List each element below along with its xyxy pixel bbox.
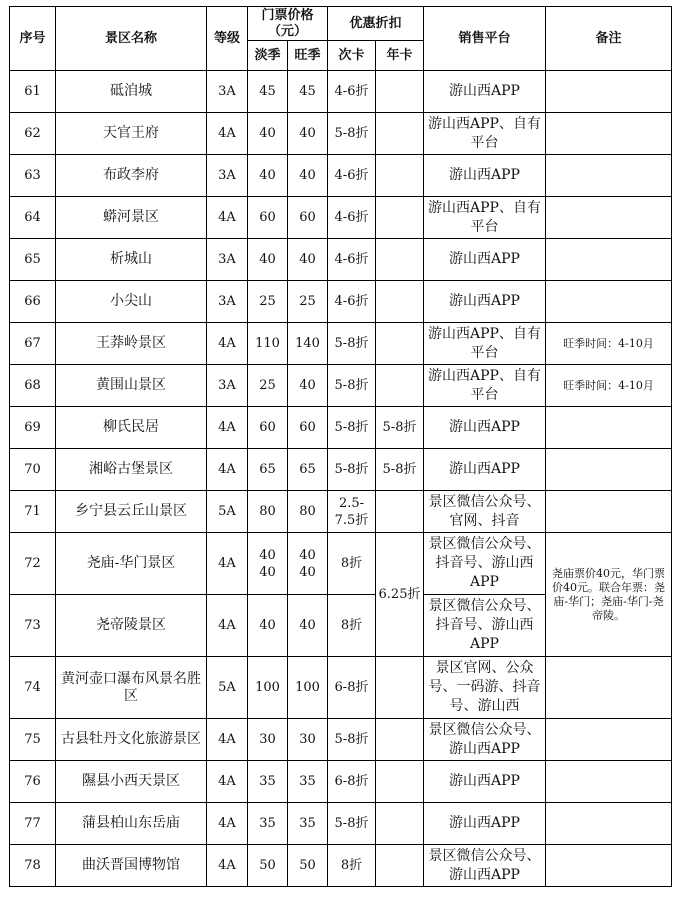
cell-seq: 73 bbox=[10, 595, 56, 657]
cell-grade: 5A bbox=[207, 657, 248, 719]
cell-visit: 4-6折 bbox=[328, 281, 376, 323]
cell-visit: 5-8折 bbox=[328, 407, 376, 449]
cell-platform: 游山西APP bbox=[424, 155, 546, 197]
cell-annual bbox=[376, 845, 424, 887]
cell-note bbox=[546, 71, 672, 113]
cell-grade: 4A bbox=[207, 323, 248, 365]
cell-seq: 76 bbox=[10, 761, 56, 803]
cell-name: 黄河壶口瀑布风景名胜区 bbox=[56, 657, 207, 719]
cell-peak: 40 bbox=[288, 239, 328, 281]
cell-peak: 40 bbox=[288, 595, 328, 657]
cell-visit: 4-6折 bbox=[328, 197, 376, 239]
cell-visit: 8折 bbox=[328, 595, 376, 657]
cell-seq: 64 bbox=[10, 197, 56, 239]
cell-grade: 4A bbox=[207, 407, 248, 449]
cell-visit: 5-8折 bbox=[328, 323, 376, 365]
cell-visit: 2.5-7.5折 bbox=[328, 491, 376, 533]
cell-platform: 景区微信公众号、抖音号、游山西APP bbox=[424, 595, 546, 657]
cell-annual bbox=[376, 803, 424, 845]
cell-visit: 5-8折 bbox=[328, 803, 376, 845]
cell-platform: 景区微信公众号、官网、抖音 bbox=[424, 491, 546, 533]
cell-visit: 8折 bbox=[328, 845, 376, 887]
cell-visit: 6-8折 bbox=[328, 761, 376, 803]
cell-peak: 35 bbox=[288, 803, 328, 845]
table-row bbox=[10, 71, 672, 113]
cell-grade: 5A bbox=[207, 491, 248, 533]
cell-low: 25 bbox=[248, 281, 288, 323]
cell-peak: 40 bbox=[288, 365, 328, 407]
cell-peak: 40 bbox=[288, 155, 328, 197]
cell-seq: 65 bbox=[10, 239, 56, 281]
table-row bbox=[10, 761, 672, 803]
cell-annual bbox=[376, 719, 424, 761]
header-low-season: 淡季 bbox=[248, 41, 288, 71]
header-seq: 序号 bbox=[10, 7, 56, 71]
cell-seq: 63 bbox=[10, 155, 56, 197]
cell-peak: 45 bbox=[288, 71, 328, 113]
cell-seq: 74 bbox=[10, 657, 56, 719]
cell-note-merged: 尧庙票价40元，华门票价40元。联合年票：尧庙-华门；尧庙-华门-尧帝陵。 bbox=[546, 533, 672, 657]
cell-grade: 3A bbox=[207, 239, 248, 281]
header-platform: 销售平台 bbox=[424, 7, 546, 71]
cell-name: 隰县小西天景区 bbox=[56, 761, 207, 803]
cell-note bbox=[546, 803, 672, 845]
cell-visit: 5-8折 bbox=[328, 365, 376, 407]
cell-seq: 70 bbox=[10, 449, 56, 491]
cell-seq: 78 bbox=[10, 845, 56, 887]
cell-visit: 8折 bbox=[328, 533, 376, 595]
cell-note bbox=[546, 197, 672, 239]
cell-peak: 50 bbox=[288, 845, 328, 887]
cell-peak: 60 bbox=[288, 197, 328, 239]
cell-name: 湘峪古堡景区 bbox=[56, 449, 207, 491]
cell-platform: 景区微信公众号、游山西APP bbox=[424, 719, 546, 761]
cell-low: 110 bbox=[248, 323, 288, 365]
cell-peak: 30 bbox=[288, 719, 328, 761]
cell-annual-merged: 6.25折 bbox=[376, 533, 424, 657]
table-row bbox=[10, 845, 672, 887]
cell-platform: 游山西APP bbox=[424, 449, 546, 491]
header-notes: 备注 bbox=[546, 7, 672, 71]
cell-seq: 72 bbox=[10, 533, 56, 595]
cell-grade: 4A bbox=[207, 533, 248, 595]
cell-name: 砥洎城 bbox=[56, 71, 207, 113]
header-per-visit: 次卡 bbox=[328, 41, 376, 71]
cell-annual bbox=[376, 491, 424, 533]
cell-name: 蒲县柏山东岳庙 bbox=[56, 803, 207, 845]
cell-name: 析城山 bbox=[56, 239, 207, 281]
cell-peak: 80 bbox=[288, 491, 328, 533]
cell-seq: 68 bbox=[10, 365, 56, 407]
cell-visit: 4-6折 bbox=[328, 71, 376, 113]
cell-platform: 景区微信公众号、抖音号、游山西APP bbox=[424, 533, 546, 595]
cell-name: 天官王府 bbox=[56, 113, 207, 155]
cell-annual bbox=[376, 365, 424, 407]
cell-peak: 100 bbox=[288, 657, 328, 719]
cell-seq: 69 bbox=[10, 407, 56, 449]
cell-peak: 40 bbox=[288, 113, 328, 155]
cell-visit: 4-6折 bbox=[328, 155, 376, 197]
cell-annual bbox=[376, 239, 424, 281]
cell-annual: 5-8折 bbox=[376, 449, 424, 491]
cell-platform: 景区官网、公众号、一码游、抖音号、游山西 bbox=[424, 657, 546, 719]
cell-seq: 71 bbox=[10, 491, 56, 533]
cell-note bbox=[546, 113, 672, 155]
table-row bbox=[10, 323, 672, 365]
cell-annual bbox=[376, 761, 424, 803]
cell-peak: 140 bbox=[288, 323, 328, 365]
table-row bbox=[10, 803, 672, 845]
cell-grade: 4A bbox=[207, 197, 248, 239]
cell-grade: 4A bbox=[207, 113, 248, 155]
cell-grade: 4A bbox=[207, 803, 248, 845]
cell-annual bbox=[376, 323, 424, 365]
cell-platform: 游山西APP bbox=[424, 281, 546, 323]
table-row bbox=[10, 197, 672, 239]
cell-note bbox=[546, 491, 672, 533]
cell-peak: 40 40 bbox=[288, 533, 328, 595]
cell-visit: 6-8折 bbox=[328, 657, 376, 719]
cell-low: 80 bbox=[248, 491, 288, 533]
cell-name: 古县牡丹文化旅游景区 bbox=[56, 719, 207, 761]
cell-note bbox=[546, 281, 672, 323]
scenic-price-table bbox=[9, 6, 672, 887]
cell-seq: 66 bbox=[10, 281, 56, 323]
header-discount: 优惠折扣 bbox=[328, 7, 424, 41]
cell-seq: 67 bbox=[10, 323, 56, 365]
cell-annual bbox=[376, 657, 424, 719]
cell-visit: 5-8折 bbox=[328, 449, 376, 491]
cell-peak: 65 bbox=[288, 449, 328, 491]
cell-note bbox=[546, 155, 672, 197]
cell-name: 布政李府 bbox=[56, 155, 207, 197]
header-name: 景区名称 bbox=[56, 7, 207, 71]
cell-annual bbox=[376, 281, 424, 323]
cell-annual: 5-8折 bbox=[376, 407, 424, 449]
cell-note bbox=[546, 407, 672, 449]
cell-platform: 游山西APP bbox=[424, 407, 546, 449]
cell-peak: 60 bbox=[288, 407, 328, 449]
cell-note bbox=[546, 657, 672, 719]
cell-low: 50 bbox=[248, 845, 288, 887]
cell-visit: 4-6折 bbox=[328, 239, 376, 281]
cell-platform: 游山西APP、自有平台 bbox=[424, 197, 546, 239]
cell-name: 曲沃晋国博物馆 bbox=[56, 845, 207, 887]
cell-low: 40 bbox=[248, 239, 288, 281]
table-row bbox=[10, 155, 672, 197]
header-peak-season: 旺季 bbox=[288, 41, 328, 71]
cell-note: 旺季时间：4-10月 bbox=[546, 365, 672, 407]
cell-grade: 3A bbox=[207, 71, 248, 113]
cell-grade: 4A bbox=[207, 449, 248, 491]
cell-annual bbox=[376, 113, 424, 155]
cell-low: 30 bbox=[248, 719, 288, 761]
table-row bbox=[10, 239, 672, 281]
cell-platform: 游山西APP bbox=[424, 803, 546, 845]
cell-seq: 61 bbox=[10, 71, 56, 113]
cell-peak: 25 bbox=[288, 281, 328, 323]
cell-low: 35 bbox=[248, 803, 288, 845]
cell-grade: 4A bbox=[207, 845, 248, 887]
header-grade: 等级 bbox=[207, 7, 248, 71]
cell-name: 小尖山 bbox=[56, 281, 207, 323]
table-row bbox=[10, 365, 672, 407]
cell-annual bbox=[376, 155, 424, 197]
cell-annual bbox=[376, 197, 424, 239]
cell-low: 60 bbox=[248, 197, 288, 239]
cell-visit: 5-8折 bbox=[328, 113, 376, 155]
cell-grade: 3A bbox=[207, 155, 248, 197]
cell-low: 60 bbox=[248, 407, 288, 449]
table-row bbox=[10, 407, 672, 449]
cell-platform: 游山西APP bbox=[424, 239, 546, 281]
header-price: 门票价格 （元） bbox=[248, 7, 328, 41]
table-row bbox=[10, 657, 672, 719]
cell-platform: 游山西APP、自有平台 bbox=[424, 365, 546, 407]
cell-seq: 77 bbox=[10, 803, 56, 845]
cell-note bbox=[546, 719, 672, 761]
cell-name: 尧庙-华门景区 bbox=[56, 533, 207, 595]
cell-name: 蟒河景区 bbox=[56, 197, 207, 239]
cell-name: 王莽岭景区 bbox=[56, 323, 207, 365]
cell-note: 旺季时间：4-10月 bbox=[546, 323, 672, 365]
table-row bbox=[10, 281, 672, 323]
cell-low: 45 bbox=[248, 71, 288, 113]
table-row bbox=[10, 719, 672, 761]
cell-note bbox=[546, 761, 672, 803]
cell-platform: 游山西APP、自有平台 bbox=[424, 113, 546, 155]
cell-seq: 62 bbox=[10, 113, 56, 155]
cell-seq: 75 bbox=[10, 719, 56, 761]
cell-low: 35 bbox=[248, 761, 288, 803]
cell-low: 40 bbox=[248, 595, 288, 657]
cell-annual bbox=[376, 71, 424, 113]
cell-platform: 景区微信公众号、游山西APP bbox=[424, 845, 546, 887]
cell-platform: 游山西APP bbox=[424, 71, 546, 113]
cell-visit: 5-8折 bbox=[328, 719, 376, 761]
cell-grade: 3A bbox=[207, 281, 248, 323]
table-row bbox=[10, 491, 672, 533]
cell-grade: 4A bbox=[207, 595, 248, 657]
header-annual: 年卡 bbox=[376, 41, 424, 71]
cell-grade: 3A bbox=[207, 365, 248, 407]
cell-low: 25 bbox=[248, 365, 288, 407]
cell-low: 65 bbox=[248, 449, 288, 491]
cell-note bbox=[546, 239, 672, 281]
cell-grade: 4A bbox=[207, 761, 248, 803]
cell-name: 尧帝陵景区 bbox=[56, 595, 207, 657]
cell-peak: 35 bbox=[288, 761, 328, 803]
cell-note bbox=[546, 449, 672, 491]
cell-low: 40 bbox=[248, 113, 288, 155]
cell-name: 柳氏民居 bbox=[56, 407, 207, 449]
table-body bbox=[10, 71, 672, 887]
cell-low: 40 40 bbox=[248, 533, 288, 595]
cell-low: 100 bbox=[248, 657, 288, 719]
cell-grade: 4A bbox=[207, 719, 248, 761]
table-row bbox=[10, 533, 672, 595]
table-row bbox=[10, 449, 672, 491]
cell-note bbox=[546, 845, 672, 887]
cell-low: 40 bbox=[248, 155, 288, 197]
cell-name: 乡宁县云丘山景区 bbox=[56, 491, 207, 533]
table-row bbox=[10, 113, 672, 155]
cell-platform: 游山西APP、自有平台 bbox=[424, 323, 546, 365]
cell-name: 黄围山景区 bbox=[56, 365, 207, 407]
cell-platform: 游山西APP bbox=[424, 761, 546, 803]
